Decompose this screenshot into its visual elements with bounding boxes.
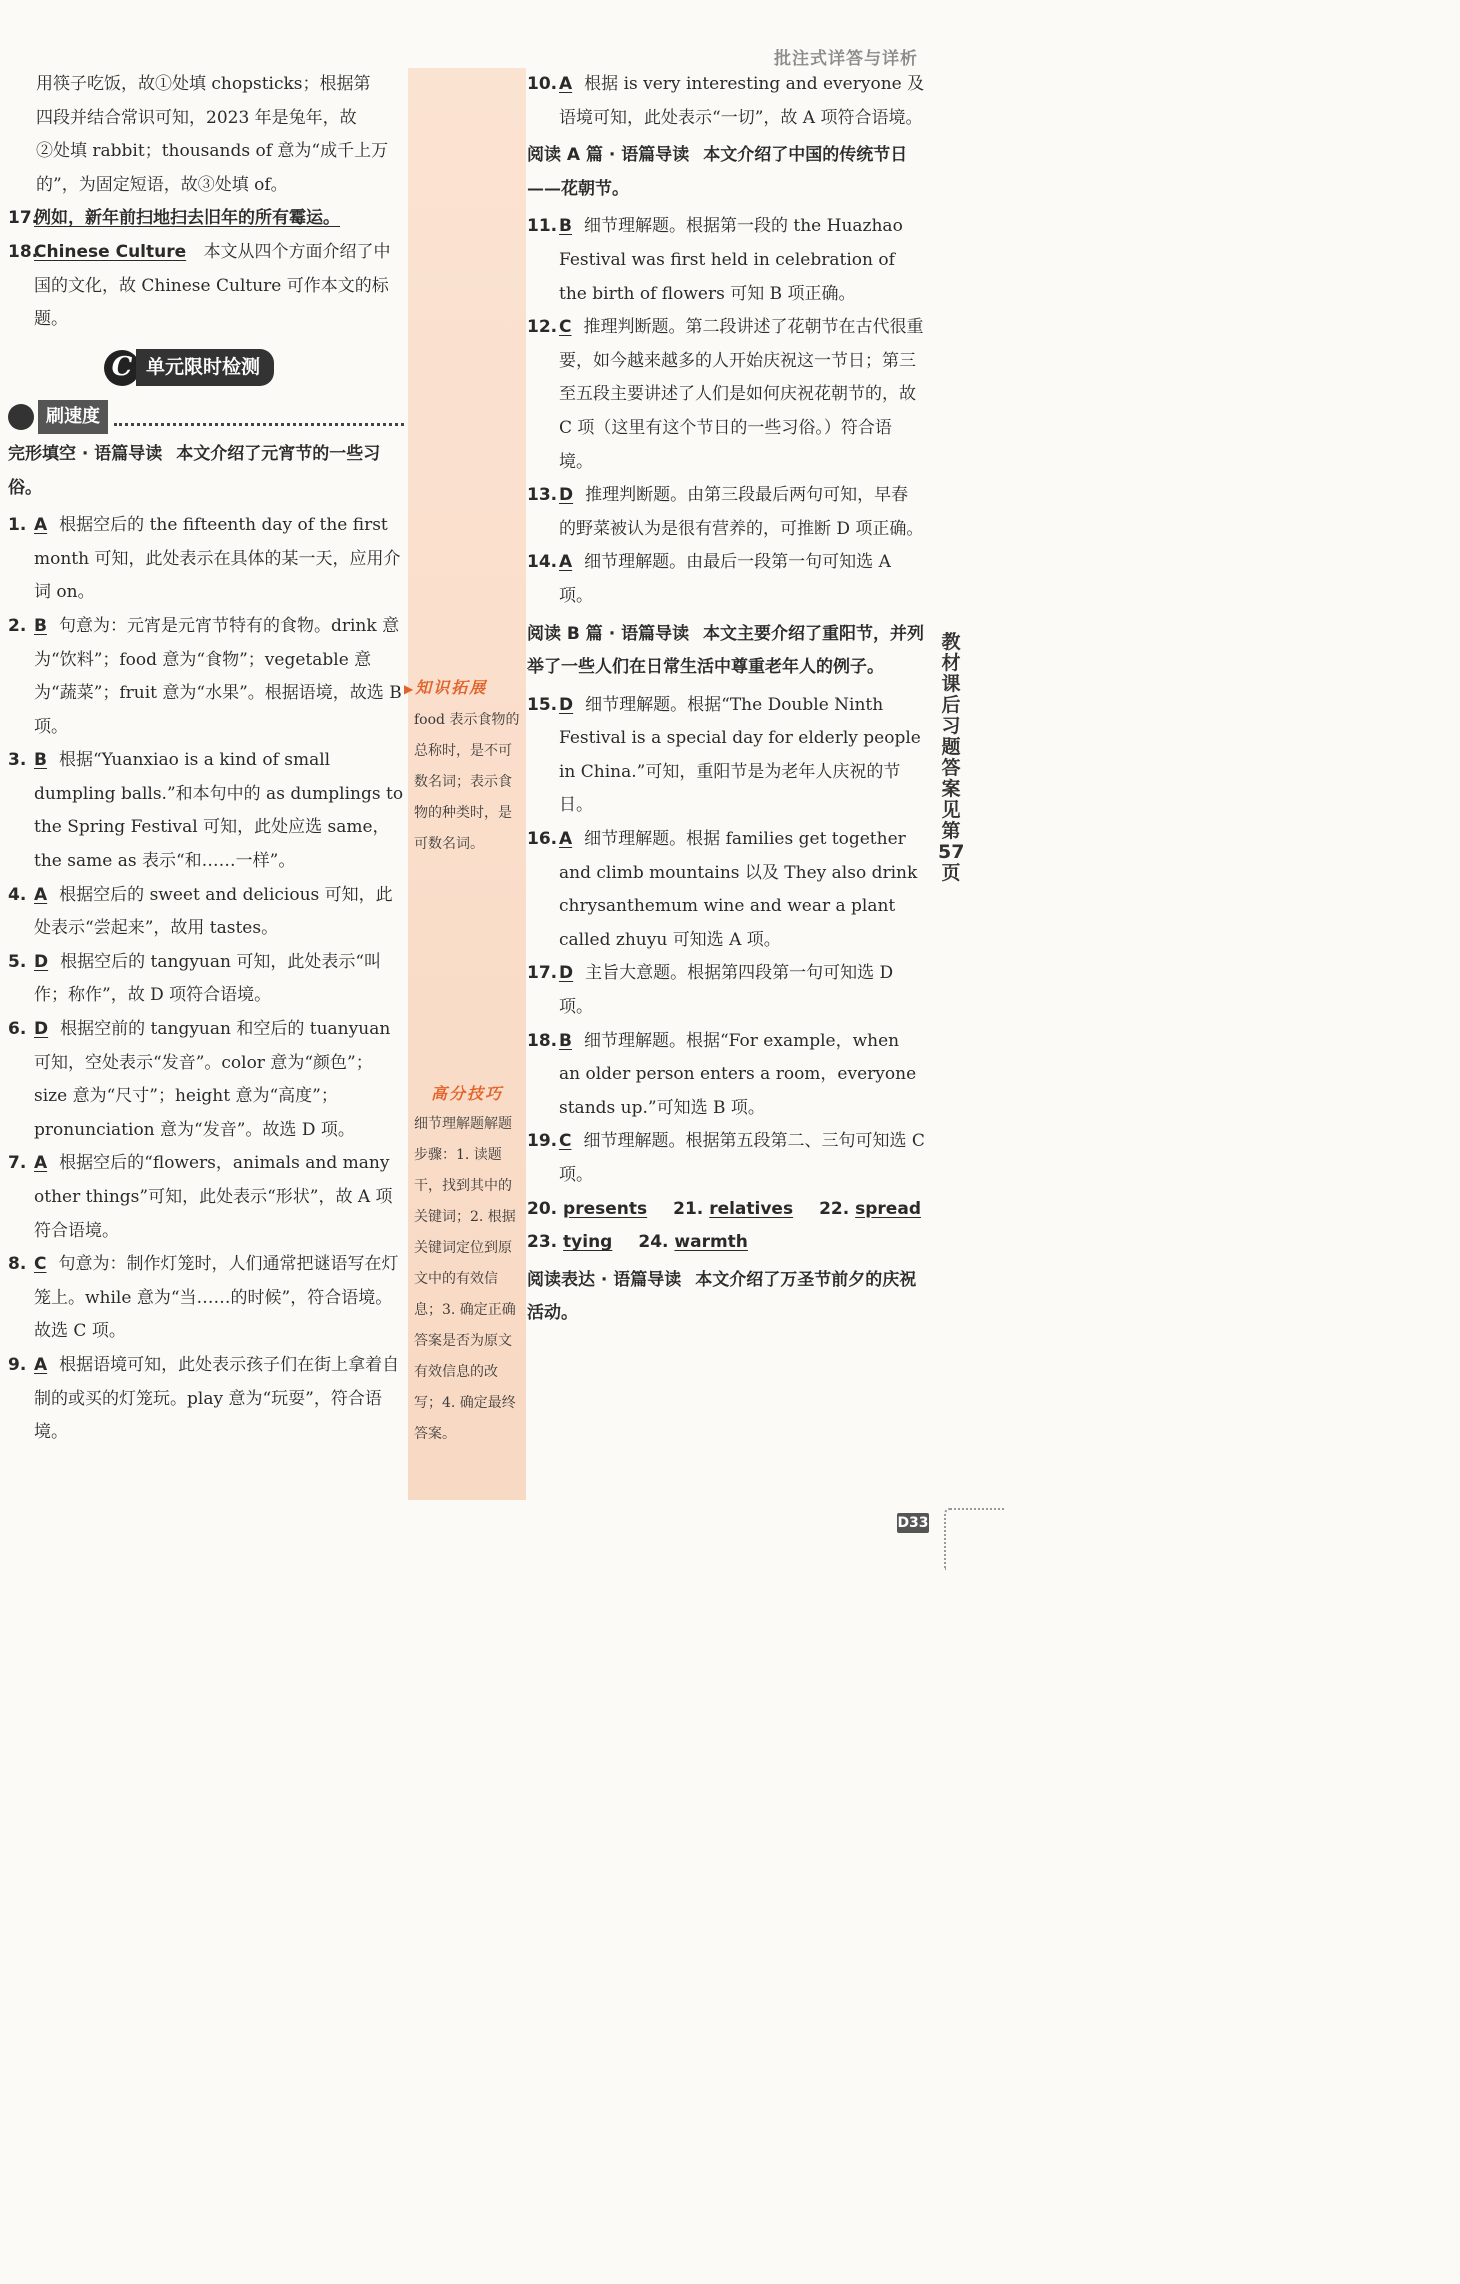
- speed-icon: [8, 404, 34, 430]
- intro-line: 的”，为固定短语，故③处填 of。: [36, 174, 288, 195]
- answer-item: 11. B 细节理解题。根据第一段的 the Huazhao Festival was first held in celebration of the birth of flowers 可知 B 项正确。: [527, 216, 903, 304]
- dotted-divider: [114, 409, 404, 426]
- answer-item: 8. C 句意为：制作灯笼时，人们通常把谜语写在灯笼上。while 意为“当……的时候”，符合语境。故选 C 项。: [8, 1254, 399, 1342]
- fill-answer: 24. warmth: [638, 1232, 748, 1253]
- answer-item: 9. A 根据语境可知，此处表示孩子们在街上拿着自制的或买的灯笼玩。play 意为“玩耍”，符合语境。: [8, 1354, 400, 1443]
- page-number: D33: [897, 1515, 929, 1531]
- answer-item: 5. D 根据空后的 tangyuan 可知，此处表示“叫作；称作”，故 D 项符合语境。: [8, 951, 382, 1006]
- tip-skill: 高分技巧 细节理解题解题步骤：1. 读题干，找到其中的关键词；2. 根据关键词定位到原文中的有效信息；3. 确定正确答案是否为原文有效信息的改写；4. 确定最终答案。: [414, 1084, 516, 1442]
- arrow-right-icon: ▶: [404, 682, 416, 696]
- section-banner-label: 单元限时检测: [136, 349, 274, 387]
- fill-answer: 23. tying: [527, 1232, 613, 1253]
- section-banner: [104, 349, 274, 387]
- page-header-title: 批注式详答与详析: [774, 49, 918, 69]
- fill-answer: 22. spread: [819, 1198, 921, 1219]
- answer-item: 4. A 根据空后的 sweet and delicious 可知，此处表示“尝起来”，故用 tastes。: [8, 884, 393, 939]
- subheading: 刷速度: [8, 400, 404, 434]
- tips-strip: [404, 68, 526, 1500]
- intro-line: ②处填 rabbit；thousands of 意为“成千上万: [36, 141, 389, 162]
- reading-guide-b: 阅读 B 篇 · 语篇导读 本文主要介绍了重阳节，并列举了一些人们在日常生活中尊重老年人的例子。: [527, 623, 925, 678]
- section-c-icon: C: [104, 350, 140, 386]
- answer-17: 17. 例如，新年前扫地扫去旧年的所有霉运。: [8, 208, 340, 229]
- fill-answer: 21. relatives: [673, 1198, 794, 1219]
- answer-item: 10. A 根据 is very interesting and everyone 及语境可知，此处表示“一切”，故 A 项符合语境。: [527, 74, 925, 128]
- left-column: [8, 68, 404, 1450]
- answer-item: 7. A 根据空后的“flowers，animals and many other things”可知，此处表示“形状”，故 A 项符合语境。: [8, 1153, 393, 1241]
- page-corner-decoration: [944, 1508, 1004, 1570]
- answer-item: 16. A 细节理解题。根据 families get together and climb mountains 以及 They also drink chrysanthemum wine and wear a plant called zhuyu 可知选 A 项。: [527, 829, 918, 950]
- answer-item: 3. B 根据“Yuanxiao is a kind of small dumpling balls.”和本句中的 as dumplings to the Spring Festival 可知，此处应选 same，the same as 表示“和……一样”。: [8, 750, 404, 872]
- answer-item: 17. D 主旨大意题。根据第四段第一句可知选 D 项。: [527, 963, 894, 1018]
- answer-item: 18. B 细节理解题。根据“For example，when an older person enters a room，everyone stands up.”可知选 B 项。: [527, 1030, 917, 1118]
- reading-guide-c: 阅读表达 · 语篇导读 本文介绍了万圣节前夕的庆祝活动。: [527, 1269, 917, 1324]
- answer-item: 6. D 根据空前的 tangyuan 和空后的 tuanyuan 可知，空处表示“发音”。color 意为“颜色”；size 意为“尺寸”；height 意为“高度”；pronunciation 意为“发音”。故选 D 项。: [8, 1019, 391, 1140]
- intro-line: 用筷子吃饭，故①处填 chopsticks；根据第: [36, 74, 371, 94]
- answer-item: 13. D 推理判断题。由第三段最后两句可知，早春的野菜被认为是很有营养的，可推断 D 项正确。: [527, 485, 924, 539]
- intro-line: 四段并结合常识可知，2023 年是兔年，故: [36, 107, 357, 128]
- intro-paragraph: [8, 68, 404, 202]
- answer-item: 15. D 细节理解题。根据“The Double Ninth Festival is a special day for elderly people in China.”可知，重阳节是为老年人庆祝的节日。: [527, 694, 921, 816]
- fill-answers-row: [527, 1193, 925, 1227]
- fill-answers-row: [527, 1226, 925, 1260]
- answer-item: 14. A 细节理解题。由最后一段第一句可知选 A 项。: [527, 552, 891, 606]
- sidebar-reference: 教材课后习题答案见第57页: [938, 631, 965, 884]
- answer-item: 1. A 根据空后的 the fifteenth day of the first month 可知，此处表示在具体的某一天，应用介词 on。: [8, 515, 401, 603]
- answer-item: 2. B 句意为：元宵是元宵节特有的食物。drink 意为“饮料”；food 意为“食物”；vegetable 意为“蔬菜”；fruit 意为“水果”。根据语境，故选 B 项。: [8, 615, 402, 737]
- right-column: [527, 68, 925, 1335]
- answer-item: 19. C 细节理解题。根据第五段第二、三句可知选 C 项。: [527, 1131, 925, 1185]
- reading-guide-a: 阅读 A 篇 · 语篇导读 本文介绍了中国的传统节日——花朝节。: [527, 145, 908, 199]
- reading-guide: 完形填空 · 语篇导读 本文介绍了元宵节的一些习俗。: [8, 443, 381, 498]
- tip-knowledge: ▶知识拓展 food 表示食物的总称时，是不可数名词；表示食物的种类时，是可数名词。: [404, 678, 520, 852]
- fill-answer: 20. presents: [527, 1198, 648, 1219]
- answer-item: 12. C 推理判断题。第二段讲述了花朝节在古代很重要，如今越来越多的人开始庆祝这一节日；第三至五段主要讲述了人们是如何庆祝花朝节的，故 C 项（这里有这个节日的一些习俗。）符合语境。: [527, 317, 924, 472]
- answer-18: 18. Chinese Culture 本文从四个方面介绍了中国的文化，故 Chinese Culture 可作本文的标题。: [8, 241, 391, 330]
